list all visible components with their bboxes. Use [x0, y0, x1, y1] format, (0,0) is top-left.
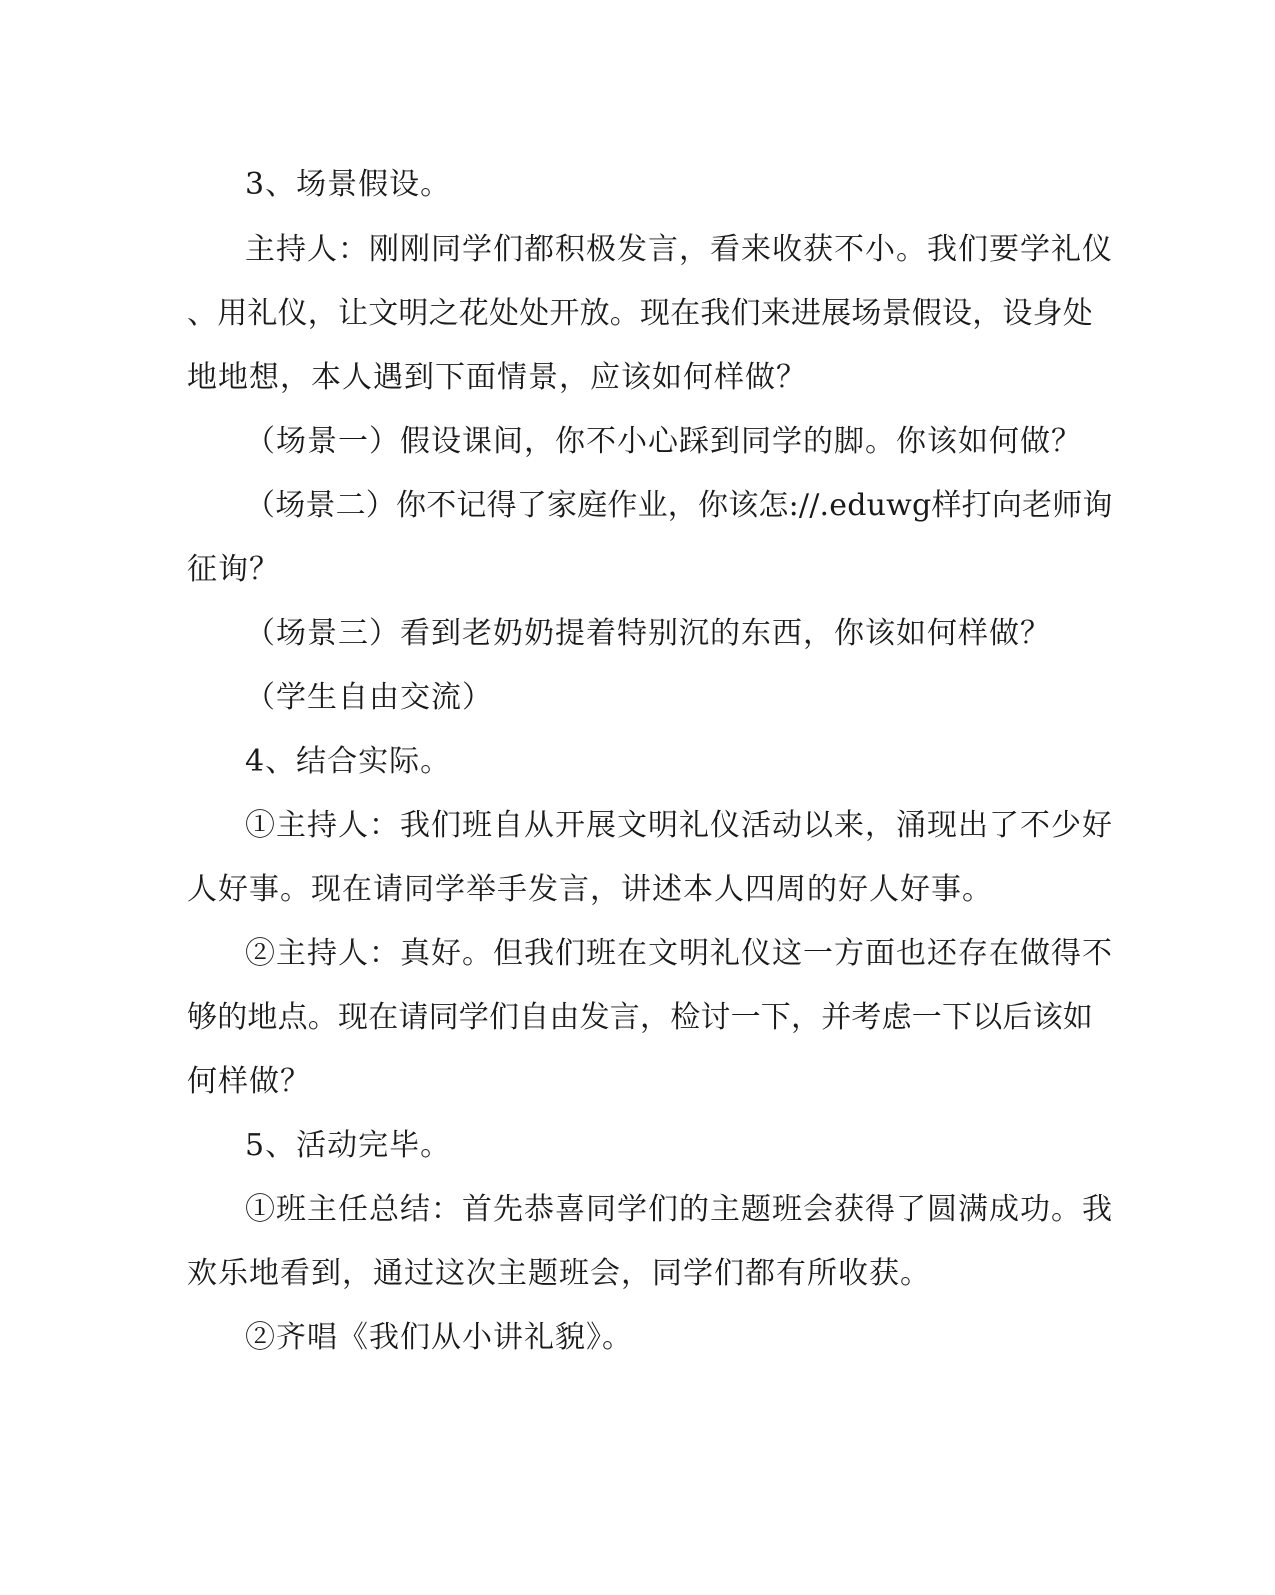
paragraph-line: 欢乐地看到，通过这次主题班会，同学们都有所收获。	[187, 1256, 931, 1291]
section-heading-3: 3、场景假设。	[245, 167, 452, 202]
paragraph-line: ①主持人：我们班自从开展文明礼仪活动以来，涌现出了不少好	[245, 808, 1113, 843]
paragraph-line: 何样做？	[187, 1064, 311, 1099]
paragraph-line: 人好事。现在请同学举手发言，讲述本人四周的好人好事。	[187, 872, 993, 907]
scenario-2-line: （场景二）你不记得了家庭作业，你该怎://.eduwg样打向老师询	[245, 488, 1113, 523]
scenario-3-line: （场景三）看到老奶奶提着特别沉的东西，你该如何样做？	[245, 616, 1051, 651]
paragraph-line: ①班主任总结：首先恭喜同学们的主题班会获得了圆满成功。我	[245, 1192, 1113, 1227]
section-heading-5: 5、活动完毕。	[245, 1128, 452, 1163]
paragraph-line: 征询？	[187, 552, 280, 587]
paragraph-line: 主持人：刚刚同学们都积极发言，看来收获不小。我们要学礼仪	[245, 232, 1113, 267]
paragraph-line: 、用礼仪，让文明之花处处开放。现在我们来进展场景假设，设身处	[187, 296, 1093, 331]
paragraph-line: ②主持人：真好。但我们班在文明礼仪这一方面也还存在做得不	[245, 936, 1113, 971]
paragraph-line: 够的地点。现在请同学们自由发言，检讨一下，并考虑一下以后该如	[187, 1000, 1093, 1035]
paragraph-line: （学生自由交流）	[245, 680, 493, 715]
paragraph-line: ②齐唱《我们从小讲礼貌》。	[245, 1320, 633, 1355]
paragraph-line: 地地想，本人遇到下面情景，应该如何样做？	[187, 360, 807, 395]
scenario-1-line: （场景一）假设课间，你不小心踩到同学的脚。你该如何做？	[245, 424, 1082, 459]
section-heading-4: 4、结合实际。	[245, 744, 452, 779]
